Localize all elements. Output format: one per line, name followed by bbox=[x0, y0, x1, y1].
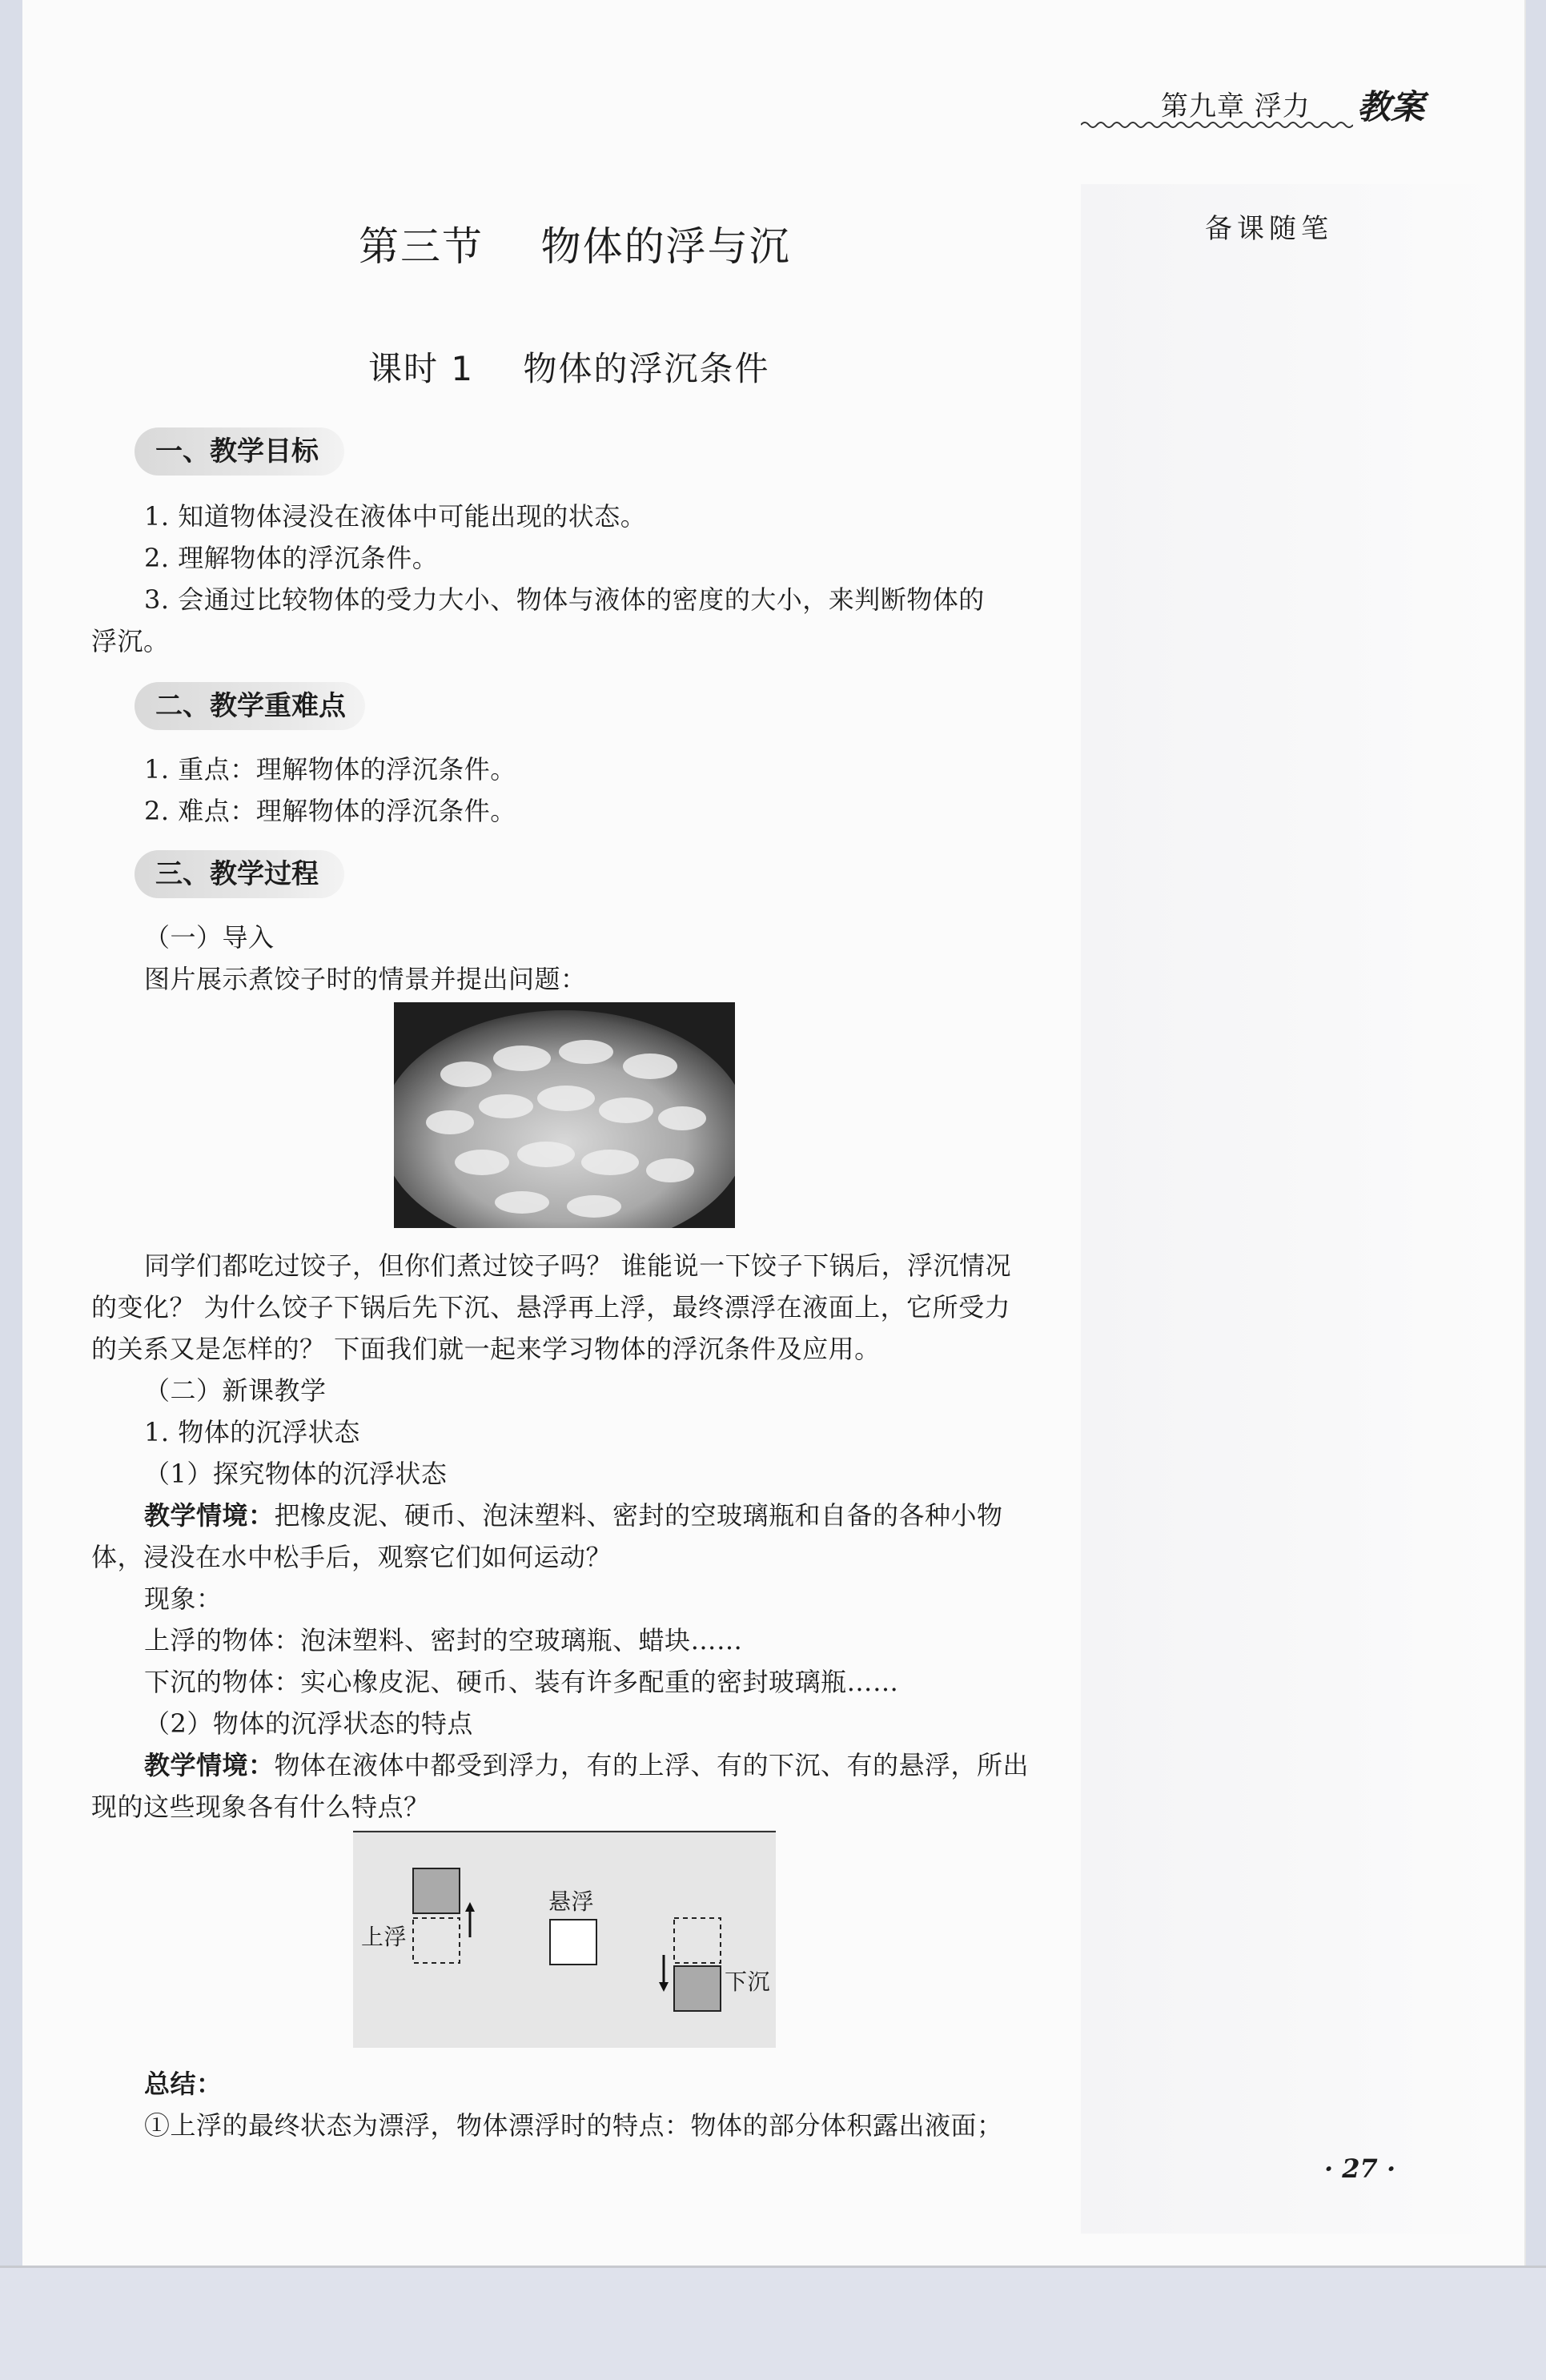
section-title: 第三节 物体的浮与沉 bbox=[359, 223, 791, 270]
wavy-underline bbox=[1081, 119, 1353, 130]
subheading: 1. 物体的沉浮状态 bbox=[144, 1417, 360, 1447]
key-point-item: 1. 重点：理解物体的浮沉条件。 bbox=[144, 754, 516, 785]
goal-item: 2. 理解物体的浮沉条件。 bbox=[144, 543, 439, 573]
scene-text-continued: 体，浸没在水中松手后，观察它们如何运动？ bbox=[91, 1542, 612, 1572]
scene-text: 把橡皮泥、硬币、泡沫塑料、密封的空玻璃瓶和自备的各种小物 bbox=[274, 1500, 1003, 1531]
scene-line bbox=[144, 1745, 1029, 1782]
header-chapter: 第九章 浮力 bbox=[1161, 90, 1311, 122]
scene-text-continued: 现的这些现象各有什么特点？ bbox=[91, 1792, 430, 1822]
goal-item: 1. 知道物体浸没在液体中可能出现的状态。 bbox=[144, 501, 647, 532]
suspend-label: 悬浮 bbox=[548, 1888, 595, 1915]
subheading: （2）物体的沉浮状态的特点 bbox=[144, 1708, 473, 1739]
subheading: （1）探究物体的沉浮状态 bbox=[144, 1459, 448, 1489]
intro-paragraph: 的变化？ 为什么饺子下锅后先下沉、悬浮再上浮，最终漂浮在液面上，它所受力 bbox=[91, 1292, 1011, 1322]
scene-label: 教学情境： bbox=[144, 1500, 275, 1531]
summary-label: 总结： bbox=[144, 2069, 223, 2099]
scene-text: 物体在液体中都受到浮力，有的上浮、有的下沉、有的悬浮，所出 bbox=[274, 1750, 1030, 1780]
page-number: · 27 · bbox=[1324, 2153, 1396, 2184]
lesson-title: 课时 1 物体的浮沉条件 bbox=[368, 349, 770, 388]
float-up-list: 上浮的物体：泡沫塑料、密封的空玻璃瓶、蜡块…… bbox=[144, 1625, 743, 1656]
goal-item: 3. 会通过比较物体的受力大小、物体与液体的密度的大小，来判断物体的 bbox=[144, 584, 985, 615]
running-header bbox=[1081, 84, 1441, 132]
notes-label: 备课随笔 bbox=[1205, 213, 1333, 245]
new-lesson-label: （二）新课教学 bbox=[144, 1375, 327, 1406]
scene-line bbox=[144, 1495, 1003, 1532]
notes-margin bbox=[1081, 184, 1497, 2234]
dumplings-photo bbox=[394, 1002, 735, 1228]
summary-item: ①上浮的最终状态为漂浮，物体漂浮时的特点：物体的部分体积露出液面； bbox=[144, 2110, 1003, 2141]
key-points-heading: 二、教学重难点 bbox=[135, 682, 365, 730]
sink-label: 下沉 bbox=[725, 1969, 771, 1995]
float-up-label: 上浮 bbox=[361, 1924, 408, 1950]
process-heading: 三、教学过程 bbox=[135, 850, 344, 898]
intro-paragraph: 的关系又是怎样的？ 下面我们就一起来学习物体的浮沉条件及应用。 bbox=[91, 1334, 881, 1364]
intro-text: 图片展示煮饺子时的情景并提出问题： bbox=[144, 964, 587, 994]
dumplings-photo-drawing bbox=[394, 1002, 735, 1228]
key-point-item: 2. 难点：理解物体的浮沉条件。 bbox=[144, 796, 516, 826]
float-sink-drawing bbox=[353, 1830, 776, 2048]
phenomenon-label: 现象： bbox=[144, 1583, 223, 1614]
goals-heading: 一、教学目标 bbox=[135, 427, 344, 476]
sink-list: 下沉的物体：实心橡皮泥、硬币、装有许多配重的密封玻璃瓶…… bbox=[144, 1667, 899, 1697]
goal-item: 浮沉。 bbox=[91, 626, 170, 656]
float-sink-diagram bbox=[353, 1830, 776, 2048]
header-label: 教案 bbox=[1357, 87, 1425, 126]
scene-label: 教学情境： bbox=[144, 1750, 275, 1780]
scan-bottom-band bbox=[0, 2266, 1546, 2380]
intro-label: （一）导入 bbox=[144, 922, 275, 953]
intro-paragraph: 同学们都吃过饺子，但你们煮过饺子吗？ 谁能说一下饺子下锅后，浮沉情况 bbox=[144, 1250, 1012, 1281]
